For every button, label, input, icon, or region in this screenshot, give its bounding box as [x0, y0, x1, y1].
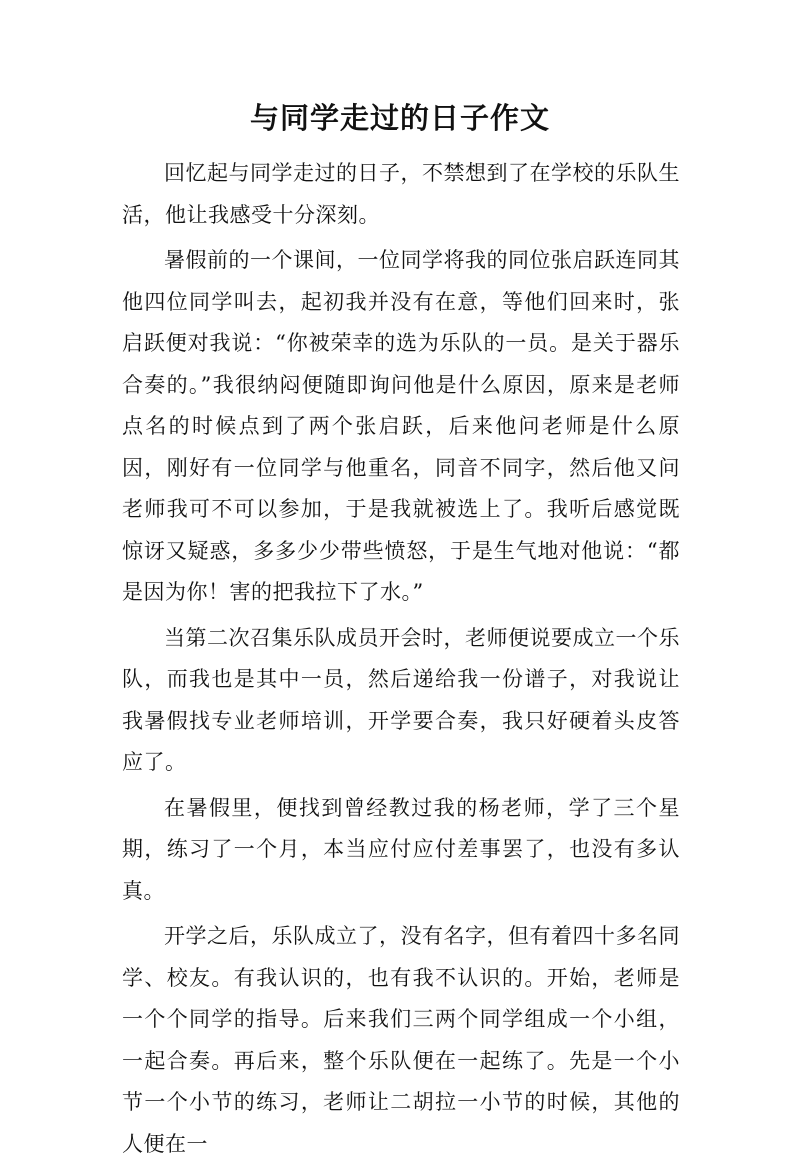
paragraph: 当第二次召集乐队成员开会时，老师便说要成立一个乐队，而我也是其中一员，然后递给我一份谱子，对我说让我暑假找专业老师培训，开学要合奏，我只好硬着头皮答应了。	[122, 625, 680, 774]
paragraph: 回忆起与同学走过的日子，不禁想到了在学校的乐队生活，他让我感受十分深刻。	[122, 161, 680, 227]
paragraph: 开学之后，乐队成立了，没有名字，但有着四十多名同学、校友。有我认识的，也有我不认识的。开始，老师是一个个同学的指导。后来我们三两个同学组成一个小组，一起合奏。再后来，整个乐队便在一起练了。先是一个小节一个小节的练习，老师让二胡拉一小节的时候，其他的人便在一	[122, 924, 680, 1156]
document-body	[122, 153, 680, 1169]
paragraph: 暑假前的一个课间，一位同学将我的同位张启跃连同其他四位同学叫去，起初我并没有在意，等他们回来时，张启跃便对我说：“你被荣幸的选为乐队的一员。是关于器乐合奏的。”我很纳闷便随即询问他是什么原因，原来是老师点名的时候点到了两个张启跃，后来他问老师是什么原因，刚好有一位同学与他重名，同音不同字，然后他又问老师我可不可以参加，于是我就被选上了。我听后感觉既惊讶又疑惑，多多少少带些愤怒，于是生气地对他说：“都是因为你！害的把我拉下了水。”	[122, 248, 680, 604]
paragraph: 在暑假里，便找到曾经教过我的杨老师，学了三个星期，练习了一个月，本当应付应付差事罢了，也没有多认真。	[122, 795, 680, 903]
document-title: 与同学走过的日子作文	[249, 101, 550, 135]
